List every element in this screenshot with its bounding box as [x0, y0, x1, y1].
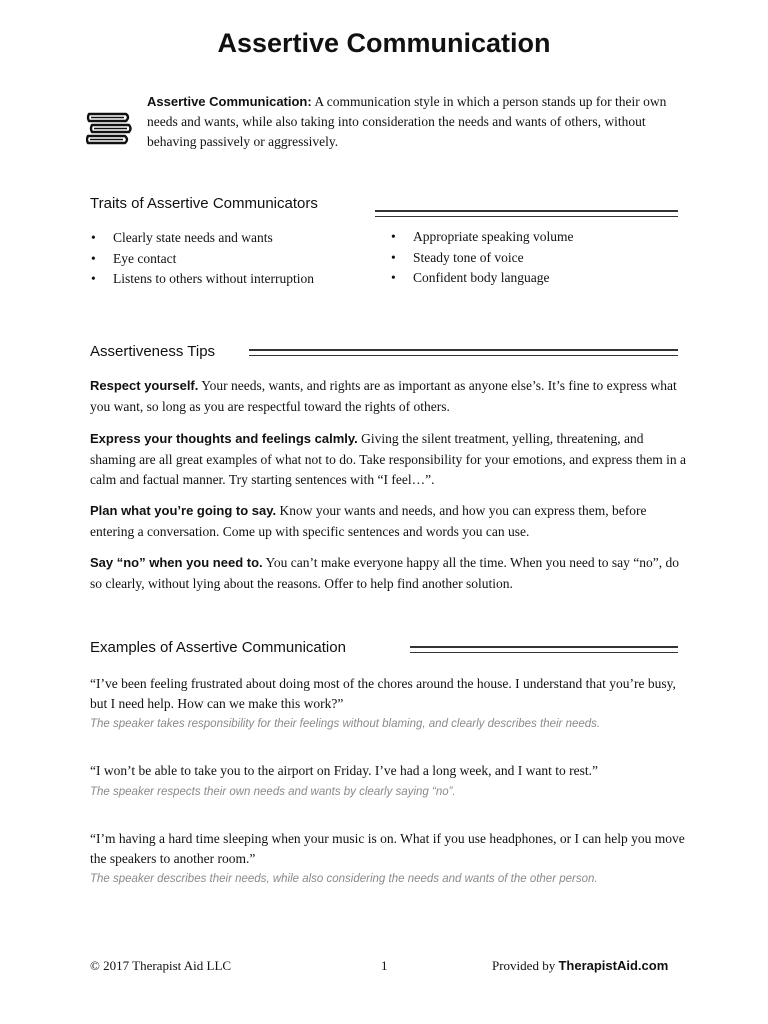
examples-heading-label: Examples of Assertive Communication — [90, 638, 346, 656]
tips-heading-label: Assertiveness Tips — [90, 342, 216, 360]
tip-paragraph — [90, 501, 690, 542]
books-icon — [86, 110, 132, 150]
footer-copyright: © 2017 Therapist Aid LLC — [90, 958, 232, 973]
footer-page-number: 1 — [381, 958, 388, 973]
tips-heading — [90, 340, 215, 362]
tip-paragraph — [90, 376, 690, 417]
traits-heading-label: Traits of Assertive Communicators — [90, 194, 318, 212]
tips-heading-rule — [249, 349, 678, 356]
page-title: Assertive Communication — [217, 28, 551, 58]
definition — [147, 92, 687, 152]
tip-lead: Plan what you’re going to say. — [90, 503, 277, 518]
tip-paragraph — [90, 553, 690, 594]
tip-text: Giving the silent treatment, yelling, threatening, and shaming are all great examples of what not to do. Take responsibility for your emotions, and express them in a calm and factual manner. Try starting sentences with “I feel…”. — [90, 431, 687, 487]
examples-heading-rule — [410, 646, 678, 653]
tip-paragraph — [90, 429, 690, 491]
list-item: • Appropriate speaking volume — [391, 227, 573, 248]
traits-list-right — [391, 227, 573, 289]
tip-lead: Respect yourself. — [90, 378, 199, 393]
tip-text: Your needs, wants, and rights are as important as anyone else’s. It’s fine to express what you want, so long as you are respectful toward the rights of others. — [90, 378, 677, 414]
example-note: The speaker takes responsibility for their feelings without blaming, and clearly describes their needs. — [90, 718, 601, 730]
tip-lead: Express your thoughts and feelings calmly. — [90, 431, 358, 446]
list-item: • Listens to others without interruption — [91, 269, 314, 290]
example-quote: “I’ve been feeling frustrated about doing most of the chores around the house. I understand that you’re busy, but I need help. How can we make this work?” — [90, 676, 676, 711]
list-item: • Clearly state needs and wants — [91, 228, 314, 249]
tip-lead: Say “no” when you need to. — [90, 555, 263, 570]
traits-list-left — [91, 228, 314, 290]
example-quote: “I’m having a hard time sleeping when your music is on. What if you use headphones, or I can help you move the speakers to another room.” — [90, 831, 685, 866]
footer-provided-by — [492, 958, 668, 974]
list-item: • Steady tone of voice — [391, 248, 573, 269]
example-quote: “I won’t be able to take you to the airport on Friday. I’ve had a long week, and I want to rest.” — [90, 763, 598, 778]
tip-text: Know your wants and needs, and how you can express them, before entering a conversation. Come up with specific sentences and words you can use. — [90, 503, 647, 539]
definition-text: A communication style in which a person stands up for their own needs and wants, while also taking into consideration the needs and wants of others, without behaving passively or aggressively. — [147, 94, 667, 149]
footer-provided-label: Provided by — [492, 958, 559, 973]
list-item: • Eye contact — [91, 249, 314, 270]
example-note: The speaker describes their needs, while also considering the needs and wants of the other person. — [90, 873, 598, 885]
traits-heading-rule — [375, 210, 678, 217]
tip-text: You can’t make everyone happy all the time. When you need to say “no”, do so clearly, without lying about the reasons. Offer to help find another solution. — [90, 555, 680, 591]
example-note: The speaker respects their own needs and wants by clearly saying “no”. — [90, 786, 456, 798]
traits-heading — [90, 192, 318, 214]
examples-heading — [90, 636, 346, 658]
footer-brand: TherapistAid.com — [558, 958, 669, 973]
definition-term: Assertive Communication: — [147, 94, 312, 109]
list-item: • Confident body language — [391, 268, 573, 289]
